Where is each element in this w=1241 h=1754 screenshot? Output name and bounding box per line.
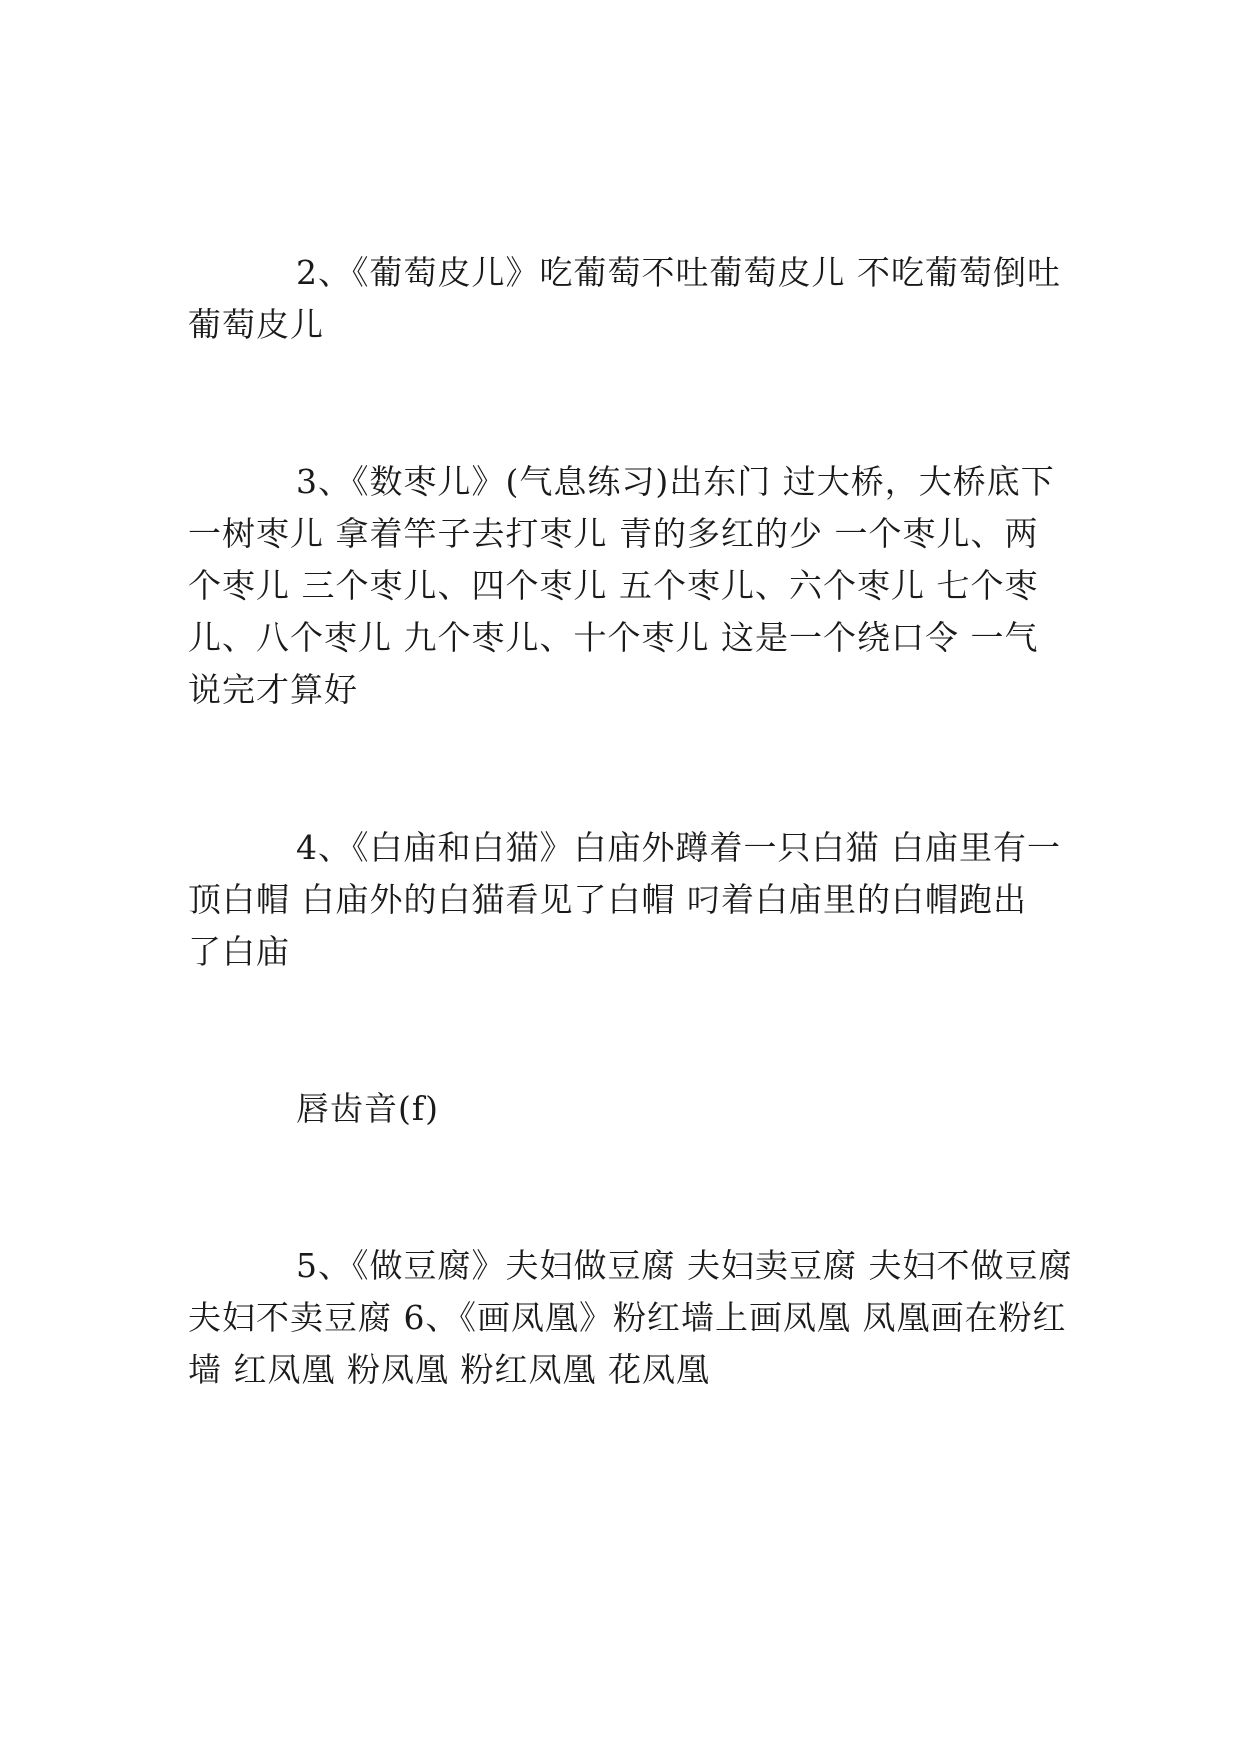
paragraph-line: 一树枣儿 拿着竿子去打枣儿 青的多红的少 一个枣儿、两 bbox=[188, 514, 1039, 553]
paragraph-line: 3、《数枣儿》(气息练习)出东门 过大桥，大桥底下 bbox=[296, 462, 1055, 501]
paragraph-line: 5、《做豆腐》夫妇做豆腐 夫妇卖豆腐 夫妇不做豆腐 bbox=[296, 1246, 1073, 1285]
paragraph-line: 墙 红凤凰 粉凤凰 粉红凤凰 花凤凰 bbox=[188, 1350, 710, 1389]
paragraph-line: 说完才算好 bbox=[188, 670, 358, 709]
paragraph-line: 4、《白庙和白猫》白庙外蹲着一只白猫 白庙里有一 bbox=[296, 828, 1061, 867]
paragraph-line: 顶白帽 白庙外的白猫看见了白帽 叼着白庙里的白帽跑出 bbox=[188, 880, 1027, 919]
paragraph-line: 儿、八个枣儿 九个枣儿、十个枣儿 这是一个绕口令 一气 bbox=[188, 618, 1039, 657]
paragraph-line: 葡萄皮儿 bbox=[188, 305, 324, 344]
paragraph-line: 夫妇不卖豆腐 6、《画凤凰》粉红墙上画凤凰 凤凰画在粉红 bbox=[188, 1298, 1067, 1337]
paragraph-line: 2、《葡萄皮儿》吃葡萄不吐葡萄皮儿 不吃葡萄倒吐 bbox=[296, 253, 1061, 292]
paragraph-line: 了白庙 bbox=[188, 932, 290, 971]
paragraph-line: 个枣儿 三个枣儿、四个枣儿 五个枣儿、六个枣儿 七个枣 bbox=[188, 566, 1039, 605]
heading-line: 唇齿音(f) bbox=[296, 1089, 439, 1128]
